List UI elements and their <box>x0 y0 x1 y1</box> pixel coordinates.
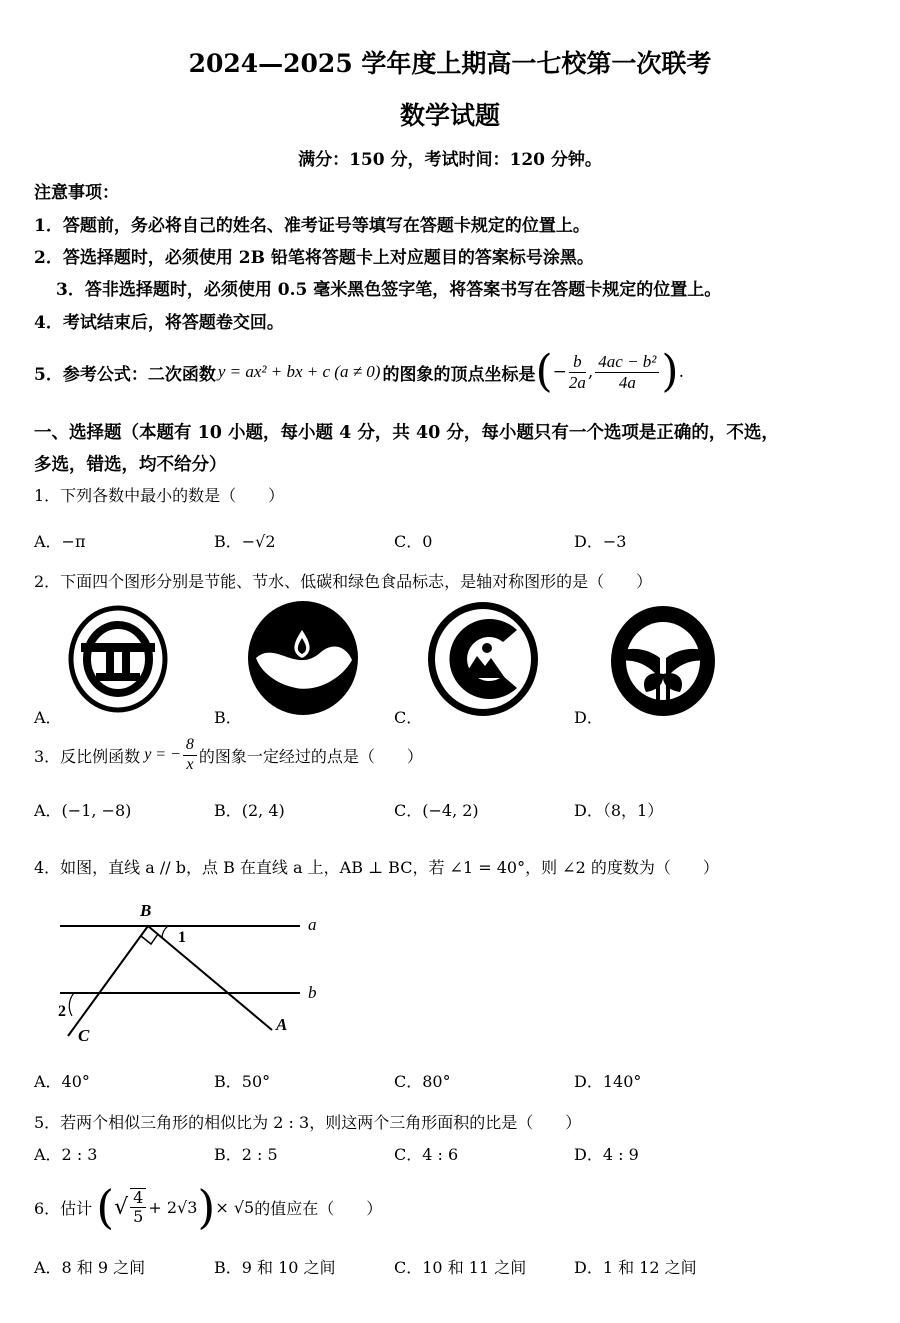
q6-option-b: B．9 和 10 之间 <box>214 1258 336 1277</box>
q3-option-a: A．(−1, −8) <box>34 801 132 820</box>
score-and-time: 满分：150 分，考试时间：120 分钟。 <box>298 150 602 170</box>
formula-middle: 的图象的顶点坐标是 <box>382 364 536 385</box>
vertex-x-fraction: $\frac{b}{2a}$ <box>568 351 586 392</box>
label-line-a: a <box>308 915 317 934</box>
q2-option-a: A． <box>34 708 62 727</box>
note-item-1: 1．答题前，务必将自己的姓名、准考证号等填写在答题卡规定的位置上。 <box>34 216 590 236</box>
q3-option-c: C．(−4, 2) <box>394 801 479 820</box>
q6-fraction: $\frac{4}{5}$ <box>130 1188 146 1227</box>
question-5-stem: 5．若两个相似三角形的相似比为 2 : 3，则这两个三角形面积的比是（ ） <box>34 1113 582 1132</box>
green-food-logo <box>608 604 718 718</box>
q4-option-c: C．80° <box>394 1072 451 1091</box>
question-4-stem: 4．如图，直线 a // b，点 B 在直线 a 上，AB ⊥ BC，若 ∠1 = 40°，则 ∠2 的度数为（ ） <box>34 858 719 877</box>
quadratic-function: y = ax² + bx + c (a ≠ 0) <box>217 362 381 381</box>
q5-option-d: D．4 : 9 <box>574 1145 639 1164</box>
left-paren: ( <box>535 346 553 397</box>
q2-option-c: C． <box>394 708 423 727</box>
notes-heading: 注意事项： <box>34 183 119 203</box>
q4-option-d: D．140° <box>574 1072 642 1091</box>
section-heading-line1: 一、选择题（本题有 10 小题，每小题 4 分，共 40 分，每小题只有一个选项是正确的，不选， <box>34 423 779 443</box>
label-angle-1: 1 <box>178 929 186 946</box>
right-paren: ) <box>661 346 679 397</box>
parallel-lines-figure <box>50 898 340 1044</box>
q6-option-a: A．8 和 9 之间 <box>34 1258 146 1277</box>
note-item-4: 4．考试结束后，将答题卷交回。 <box>34 313 284 333</box>
label-line-b: b <box>308 983 317 1002</box>
energy-saving-logo <box>66 603 170 715</box>
label-C: C <box>78 1026 90 1044</box>
exam-title: 2024—2025 学年度上期高一七校第一次联考 <box>188 49 712 78</box>
vertex-y-fraction: $\frac{\text{4ac − b²}}{4a}$ <box>595 352 659 392</box>
note-item-3: 3．答非选择题时，必须使用 0.5 毫米黑色签字笔，将答案书写在答题卡规定的位置上。 <box>56 280 722 300</box>
q1-option-b: B．−√2 <box>214 532 276 551</box>
formula-prefix: 5．参考公式：二次函数 <box>34 364 216 385</box>
q4-option-b: B．50° <box>214 1072 271 1091</box>
label-B: B <box>140 901 152 920</box>
question-1-stem: 1．下列各数中最小的数是（ ） <box>34 486 285 505</box>
q1-option-d: D．−3 <box>574 532 627 551</box>
q4-option-a: A．40° <box>34 1072 90 1091</box>
q6-option-d: D．1 和 12 之间 <box>574 1258 697 1277</box>
q3-option-d: D．（8，1） <box>574 801 664 820</box>
low-carbon-logo <box>425 600 541 718</box>
exam-subject-title: 数学试题 <box>399 101 500 130</box>
label-angle-2: 2 <box>58 1003 66 1020</box>
q1-option-a: A．−π <box>34 532 86 551</box>
q2-option-b: B． <box>214 708 242 727</box>
q3-option-b: B．(2, 4) <box>214 801 285 820</box>
q6-option-c: C．10 和 11 之间 <box>394 1258 527 1277</box>
label-A: A <box>276 1015 288 1034</box>
q3-fraction: $\frac{8}{x}$ <box>183 736 197 774</box>
q5-option-c: C．4 : 6 <box>394 1145 459 1164</box>
note-item-5-formula: 5．参考公式：二次函数 y = ax² + bx + c (a ≠ 0) 的图象的顶点坐标是 ( − $\frac{b}{2a}$ , $\frac{\text{4ac − b²}}{4a}$ ) . <box>34 346 684 397</box>
q5-option-b: B．2 : 5 <box>214 1145 278 1164</box>
water-saving-logo <box>246 600 360 716</box>
note-item-2: 2．答选择题时，必须使用 2B 铅笔将答题卡上对应题目的答案标号涂黑。 <box>34 248 594 268</box>
q1-option-c: C．0 <box>394 532 433 551</box>
q5-option-a: A．2 : 3 <box>34 1145 98 1164</box>
section-heading-line2: 多选，错选，均不给分） <box>34 455 227 475</box>
question-6-stem: 6．估计 ( √ $\frac{4}{5}$ + 2√3 ) × √5 的值应在（ ） <box>34 1180 383 1234</box>
question-3-stem: 3．反比例函数 y = − $\frac{8}{x}$ 的图象一定经过的点是（ ） <box>34 736 423 773</box>
q2-option-d: D． <box>574 708 603 727</box>
question-2-stem: 2．下面四个图形分别是节能、节水、低碳和绿色食品标志，是轴对称图形的是（ ） <box>34 572 653 591</box>
